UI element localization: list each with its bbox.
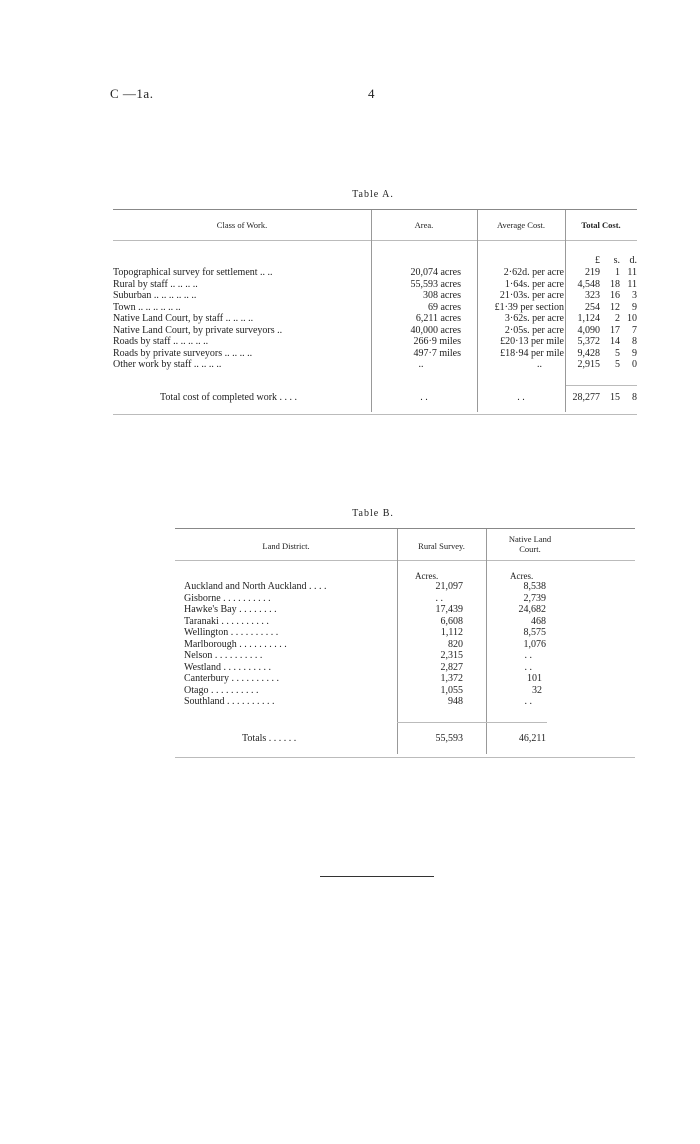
unit-pounds: £ <box>595 255 600 266</box>
table-a-pence: 9 <box>632 301 637 313</box>
table-b-native-value: 32 <box>532 684 542 696</box>
table-a-shillings: 17 <box>610 324 620 336</box>
table-b-rural-value: 1,112 <box>440 627 463 638</box>
table-b-native-value: 468 <box>531 615 546 627</box>
unit-pence: d. <box>629 255 637 266</box>
table-b-rural-value: 21,097 <box>435 581 463 592</box>
table-b-district: Wellington . . . . . . . . . . <box>184 627 279 638</box>
table-a-pounds: 219 <box>585 267 600 278</box>
table-a-area: 55,593 acres <box>410 278 461 290</box>
table-b-totals-native: 46,211 <box>518 733 546 744</box>
table-a-area: 69 acres <box>427 301 461 313</box>
table-a-header-area: Area. <box>414 220 434 230</box>
table-a-row-label: Rural by staff .. .. .. .. <box>113 278 198 290</box>
table-a-total-shillings: 15 <box>610 392 620 403</box>
table-a-bottom-rule <box>113 414 637 415</box>
table-a-pence: 7 <box>632 324 637 336</box>
table-a-pounds: 254 <box>585 301 600 313</box>
table-b-top-rule <box>175 528 635 529</box>
table-a-area: 40,000 acres <box>410 324 461 336</box>
table-b-header-rule <box>175 560 635 561</box>
table-a-pounds: 1,124 <box>577 313 600 324</box>
table-b-native-value: 8,575 <box>523 627 546 638</box>
table-a-average-cost: £1·39 per section <box>494 301 564 313</box>
table-b-rural-value: 6,608 <box>440 615 463 627</box>
table-a-shillings: 12 <box>610 301 620 313</box>
table-a-pence: 3 <box>632 290 637 301</box>
table-b-native-value: 2,739 <box>523 592 546 604</box>
table-a-area: 266·9 miles <box>413 336 461 347</box>
table-a-pence: 11 <box>627 267 637 278</box>
table-a-row-label: Suburban .. .. .. .. .. .. <box>113 290 197 301</box>
table-b-native-value: 8,538 <box>523 581 546 592</box>
table-a-row-label: Native Land Court, by private surveyors .. <box>113 324 283 336</box>
table-a-average-cost: 3·62s. per acre <box>504 313 564 324</box>
page-number: 4 <box>368 86 375 101</box>
table-a-row-label: Native Land Court, by staff .. .. .. .. <box>113 313 254 324</box>
table-a-header-rule <box>113 240 637 241</box>
table-a-pence: 10 <box>627 313 637 324</box>
table-a-average-cost: .. <box>537 359 542 370</box>
table-a-total-label: Total cost of completed work . . . . <box>160 392 298 403</box>
table-b-header-land-district: Land District. <box>262 541 310 551</box>
table-b-native-value: 101 <box>527 673 542 684</box>
table-a-pence: 0 <box>632 359 637 370</box>
table-a-pence: 9 <box>632 347 637 359</box>
table-b-district: Southland . . . . . . . . . . <box>184 696 275 707</box>
table-a-shillings: 18 <box>610 278 620 290</box>
table-a-average-cost: £20·13 per mile <box>500 336 564 347</box>
table-a-shillings: 1 <box>615 267 620 278</box>
table-b-district: Hawke's Bay . . . . . . . . <box>184 604 277 615</box>
table-b-rural-value: 1,372 <box>440 673 463 684</box>
table-b-district: Auckland and North Auckland . . . . <box>184 581 327 592</box>
table-b-district: Gisborne . . . . . . . . . . <box>184 592 271 604</box>
table-b-header-rural-survey: Rural Survey. <box>418 541 465 551</box>
table-a-title: Table A. <box>352 189 394 200</box>
table-a-area: 20,074 acres <box>410 267 461 278</box>
table-a-area: 308 acres <box>422 290 461 301</box>
table-b-district: Marlborough . . . . . . . . . . <box>184 638 287 650</box>
unit-shillings: s. <box>613 255 620 266</box>
table-a-pounds: 4,090 <box>577 324 600 336</box>
table-a-total-pounds: 28,277 <box>572 392 600 403</box>
table-a-shillings: 14 <box>610 336 620 347</box>
table-a-pounds-column <box>566 267 600 371</box>
table-a-shillings: 16 <box>610 290 620 301</box>
table-b-districts <box>184 581 394 708</box>
table-a-top-rule <box>113 209 637 210</box>
table-a-area: .. <box>418 359 424 370</box>
table-b-native-value: . . <box>524 696 532 707</box>
table-b-bottom-rule <box>175 757 635 758</box>
table-b-totals-rule <box>397 722 547 723</box>
table-b-unit-rural: Acres. <box>415 571 439 581</box>
table-a-total-avg: . . <box>517 392 525 403</box>
table-a-shillings: 5 <box>615 347 620 359</box>
table-b-rural-value: 2,315 <box>440 650 463 661</box>
table-b-district: Westland . . . . . . . . . . <box>184 661 271 673</box>
table-a-pounds: 323 <box>585 290 600 301</box>
table-a-row-label: Town .. .. .. .. .. .. <box>113 301 181 313</box>
table-b-native-value: 1,076 <box>523 638 546 650</box>
table-a-total-rule <box>566 385 637 386</box>
table-a-area-column <box>371 267 461 371</box>
table-a-pence: 8 <box>632 336 637 347</box>
table-a-average-cost: 2·62d. per acre <box>503 267 564 278</box>
table-b-rural-value: 17,439 <box>435 604 463 615</box>
table-a-shillings: 5 <box>615 359 620 370</box>
table-a-pounds: 5,372 <box>577 336 600 347</box>
table-b-rural-value: 1,055 <box>440 684 463 696</box>
table-a-row-label: Roads by staff .. .. .. .. .. <box>113 336 209 347</box>
table-a-pence: 11 <box>627 278 637 290</box>
table-a-pounds: 2,915 <box>577 359 600 370</box>
table-a-total-area: . . <box>420 392 428 403</box>
table-b-header-native-land-court: Native Land Court. <box>508 534 552 554</box>
closing-rule <box>320 876 434 877</box>
table-a-header-average-cost: Average Cost. <box>497 220 545 230</box>
table-a-area: 6,211 acres <box>415 313 461 324</box>
table-b-rural-value: . . <box>435 592 443 604</box>
table-a-shillings: 2 <box>615 313 620 324</box>
table-b-rural-value: 820 <box>448 638 463 650</box>
table-b-rural-column <box>397 581 463 708</box>
table-a-average-cost: 2·05s. per acre <box>504 324 564 336</box>
table-b-native-column <box>486 581 546 708</box>
table-b-unit-native: Acres. <box>510 571 534 581</box>
table-b-native-value: . . <box>524 661 532 673</box>
table-b-native-value: 24,682 <box>518 604 546 615</box>
table-a-avg-column <box>477 267 564 371</box>
table-b-totals-rural: 55,593 <box>435 733 463 744</box>
table-a-row-label: Roads by private surveyors .. .. .. .. <box>113 347 253 359</box>
table-a-pounds: 4,548 <box>577 278 600 290</box>
table-b-totals-label: Totals . . . . . . <box>242 733 297 744</box>
table-a-header-class: Class of Work. <box>216 220 268 230</box>
table-b-rural-value: 2,827 <box>440 661 463 673</box>
table-a-shillings-column <box>602 267 620 371</box>
table-b-district: Canterbury . . . . . . . . . . <box>184 673 279 684</box>
table-a-row-label: Topographical survey for settlement .. .. <box>113 267 273 278</box>
table-a-average-cost: 21·03s. per acre <box>499 290 564 301</box>
table-a-average-cost: 1·64s. per acre <box>504 278 564 290</box>
table-a-header-total-cost: Total Cost. <box>581 220 621 230</box>
document-reference: C —1a. <box>110 86 154 101</box>
table-b-title: Table B. <box>352 508 394 519</box>
table-a-area: 497·7 miles <box>413 347 461 359</box>
table-a-pounds: 9,428 <box>577 347 600 359</box>
table-b-native-value: . . <box>524 650 532 661</box>
table-a-average-cost: £18·94 per mile <box>500 347 564 359</box>
table-a-row-label: Other work by staff .. .. .. .. <box>113 359 222 370</box>
table-a-labels <box>113 267 369 371</box>
table-a-pence-column <box>620 267 637 371</box>
table-b-district: Otago . . . . . . . . . . <box>184 684 259 696</box>
table-b-district: Nelson . . . . . . . . . . <box>184 650 263 661</box>
table-a-total-pence: 8 <box>632 392 637 403</box>
table-b-rural-value: 948 <box>448 696 463 707</box>
table-b-district: Taranaki . . . . . . . . . . <box>184 615 269 627</box>
